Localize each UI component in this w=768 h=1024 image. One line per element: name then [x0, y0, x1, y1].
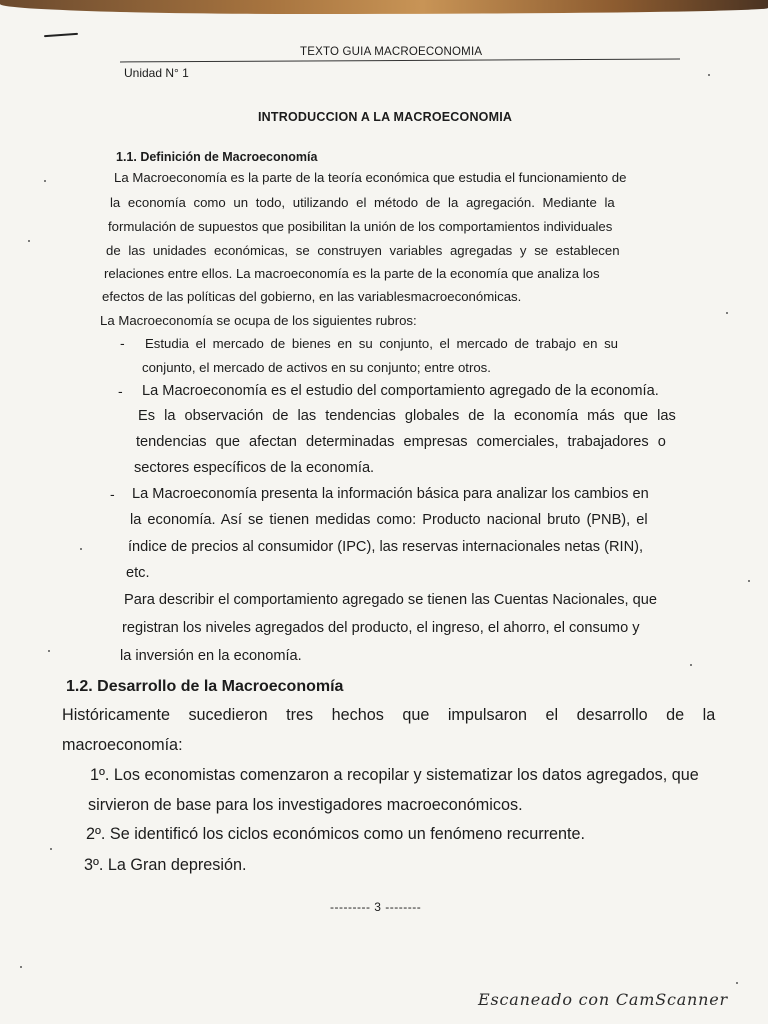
scan-edge-shadow [0, 0, 768, 14]
history-item: sirvieron de base para los investigadores macroeconómicos. [88, 796, 523, 814]
section-2-heading: 1.2. Desarrollo de la Macroeconomía [66, 678, 344, 695]
scan-speck [736, 982, 738, 984]
section-1-heading: 1.1. Definición de Macroeconomía [116, 150, 318, 164]
unit-label: Unidad N° 1 [124, 66, 189, 80]
page-number: --------- 3 -------- [330, 900, 422, 914]
header-rule [120, 59, 680, 63]
scan-speck [748, 580, 750, 582]
scan-speck [48, 650, 50, 652]
pen-mark [44, 33, 78, 37]
closing-line: la inversión en la economía. [120, 648, 302, 664]
paragraph-line: la economía como un todo, utilizando el método de la agregación. Mediante la [110, 195, 615, 210]
paragraph-line: efectos de las políticas del gobierno, en las variablesmacroeconómicas. [102, 289, 522, 304]
bullet-dash: - [120, 335, 125, 351]
paragraph-line: formulación de supuestos que posibilitan la unión de los comportamientos individuales [108, 219, 613, 234]
bullet-line: Es la observación de las tendencias globales de la economía más que las [138, 408, 676, 424]
bullet-line: La Macroeconomía es el estudio del comportamiento agregado de la economía. [142, 383, 659, 399]
camscanner-watermark: Escaneado con CamScanner [478, 990, 728, 1009]
bullet-line: sectores específicos de la economía. [134, 460, 375, 476]
bullet-line: tendencias que afectan determinadas empresas comerciales, trabajadores o [136, 434, 666, 450]
history-item: 2º. Se identificó los ciclos económicos como un fenómeno recurrente. [86, 825, 585, 843]
scan-speck [80, 548, 82, 550]
chapter-title: INTRODUCCION A LA MACROECONOMIA [258, 110, 513, 124]
scan-speck [20, 966, 22, 968]
bullet-line: La Macroeconomía presenta la información básica para analizar los cambios en [132, 486, 649, 502]
bullet-line: conjunto, el mercado de activos en su conjunto; entre otros. [142, 360, 491, 375]
bullet-line: índice de precios al consumidor (IPC), las reservas internacionales netas (RIN), [128, 539, 644, 555]
bullet-line: etc. [126, 565, 150, 581]
section-2-intro-line: macroeconomía: [62, 736, 183, 754]
section-2-intro-line: Históricamente sucedieron tres hechos que impulsaron el desarrollo de la [62, 706, 716, 724]
scan-speck [28, 240, 30, 242]
closing-line: registran los niveles agregados del producto, el ingreso, el ahorro, el consumo y [122, 620, 640, 636]
paragraph-line: relaciones entre ellos. La macroeconomía es la parte de la economía que analiza los [104, 266, 600, 281]
bullet-dash: - [110, 486, 115, 502]
closing-line: Para describir el comportamiento agregado se tienen las Cuentas Nacionales, que [124, 592, 657, 608]
scan-speck [690, 664, 692, 666]
scan-speck [44, 180, 46, 182]
scan-speck [50, 848, 52, 850]
list-intro: La Macroeconomía se ocupa de los siguientes rubros: [100, 313, 417, 328]
scan-speck [708, 74, 710, 76]
paragraph-line: La Macroeconomía es la parte de la teoría económica que estudia el funcionamiento de [114, 170, 627, 185]
history-item: 3º. La Gran depresión. [84, 856, 247, 874]
bullet-line: la economía. Así se tienen medidas como: Producto nacional bruto (PNB), el [130, 512, 648, 528]
header-title: TEXTO GUIA MACROECONOMIA [300, 46, 483, 58]
bullet-dash: - [118, 383, 123, 399]
bullet-line: Estudia el mercado de bienes en su conjunto, el mercado de trabajo en su [145, 336, 618, 351]
paragraph-line: de las unidades económicas, se construyen variables agregadas y se establecen [106, 243, 620, 258]
history-item: 1º. Los economistas comenzaron a recopilar y sistematizar los datos agregados, que [90, 766, 699, 784]
scan-speck [726, 312, 728, 314]
